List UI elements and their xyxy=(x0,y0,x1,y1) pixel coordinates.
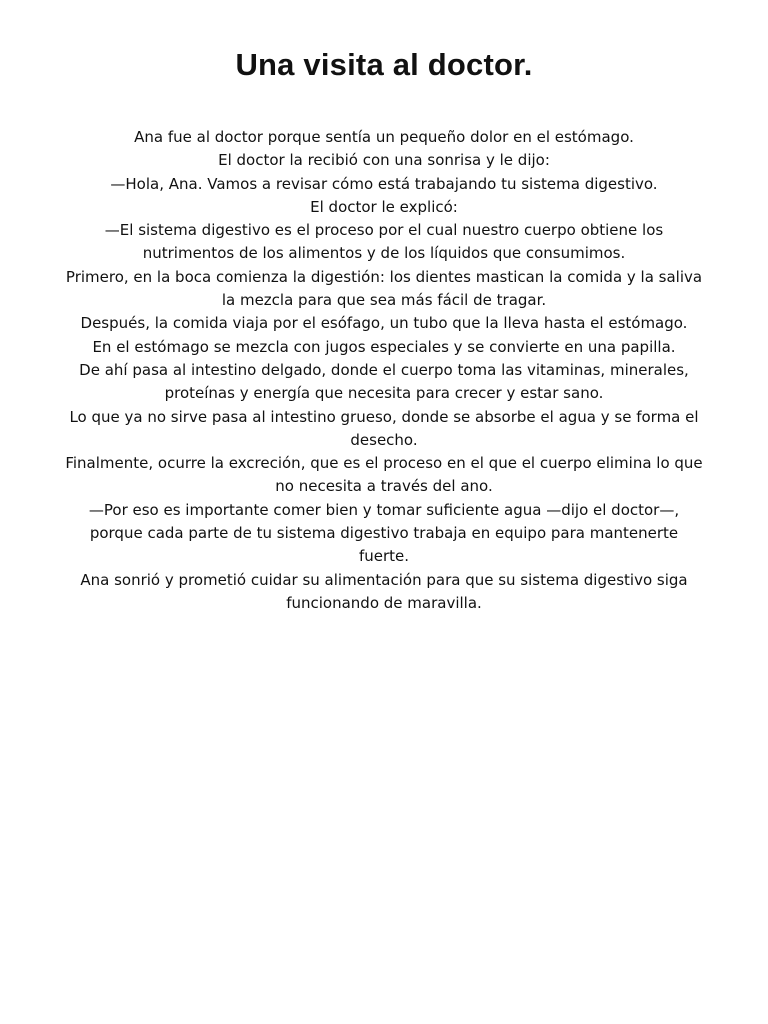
story-line: Ana fue al doctor porque sentía un pequeño dolor en el estómago. xyxy=(134,128,634,146)
story-line: El doctor le explicó: xyxy=(310,197,458,216)
story-line: Ana sonrió y prometió cuidar su alimentación para que su sistema digestivo siga xyxy=(80,570,688,589)
story-line: En el estómago se mezcla con jugos especiales y se convierte en una papilla. xyxy=(92,337,676,356)
story-line: funcionando de maravilla. xyxy=(286,593,482,612)
story-line: De ahí pasa al intestino delgado, donde el cuerpo toma las vitaminas, minerales, xyxy=(79,360,689,379)
story-line: El doctor la recibió con una sonrisa y le dijo: xyxy=(218,151,550,170)
story-line: —Hola, Ana. Vamos a revisar cómo está trabajando tu sistema digestivo. xyxy=(110,174,658,193)
story-line: porque cada parte de tu sistema digestivo trabaja en equipo para mantenerte xyxy=(89,524,679,543)
story-line: proteínas y energía que necesita para crecer y estar sano. xyxy=(164,384,604,403)
story-line: Finalmente, ocurre la excreción, que es el proceso en el que el cuerpo elimina lo que xyxy=(65,454,703,473)
story-line: la mezcla para que sea más fácil de tragar. xyxy=(221,291,547,310)
story-line: —Por eso es importante comer bien y tomar suficiente agua —dijo el doctor—, xyxy=(88,500,680,519)
story-line: desecho. xyxy=(350,430,418,449)
story-line: Lo que ya no sirve pasa al intestino grueso, donde se absorbe el agua y se forma el xyxy=(69,407,699,426)
story-line: Después, la comida viaja por el esófago, un tubo que la lleva hasta el estómago. xyxy=(80,314,688,333)
page-title: Una visita al doctor. xyxy=(235,47,533,82)
story-line: fuerte. xyxy=(358,547,410,566)
story-line: nutrimentos de los alimentos y de los líquidos que consumimos. xyxy=(142,244,626,263)
story-body xyxy=(18,126,750,615)
story-line: no necesita a través del ano. xyxy=(275,477,493,496)
story-line: —El sistema digestivo es el proceso por el cual nuestro cuerpo obtiene los xyxy=(104,221,664,240)
story-line: Primero, en la boca comienza la digestión: los dientes mastican la comida y la saliva xyxy=(65,267,703,286)
